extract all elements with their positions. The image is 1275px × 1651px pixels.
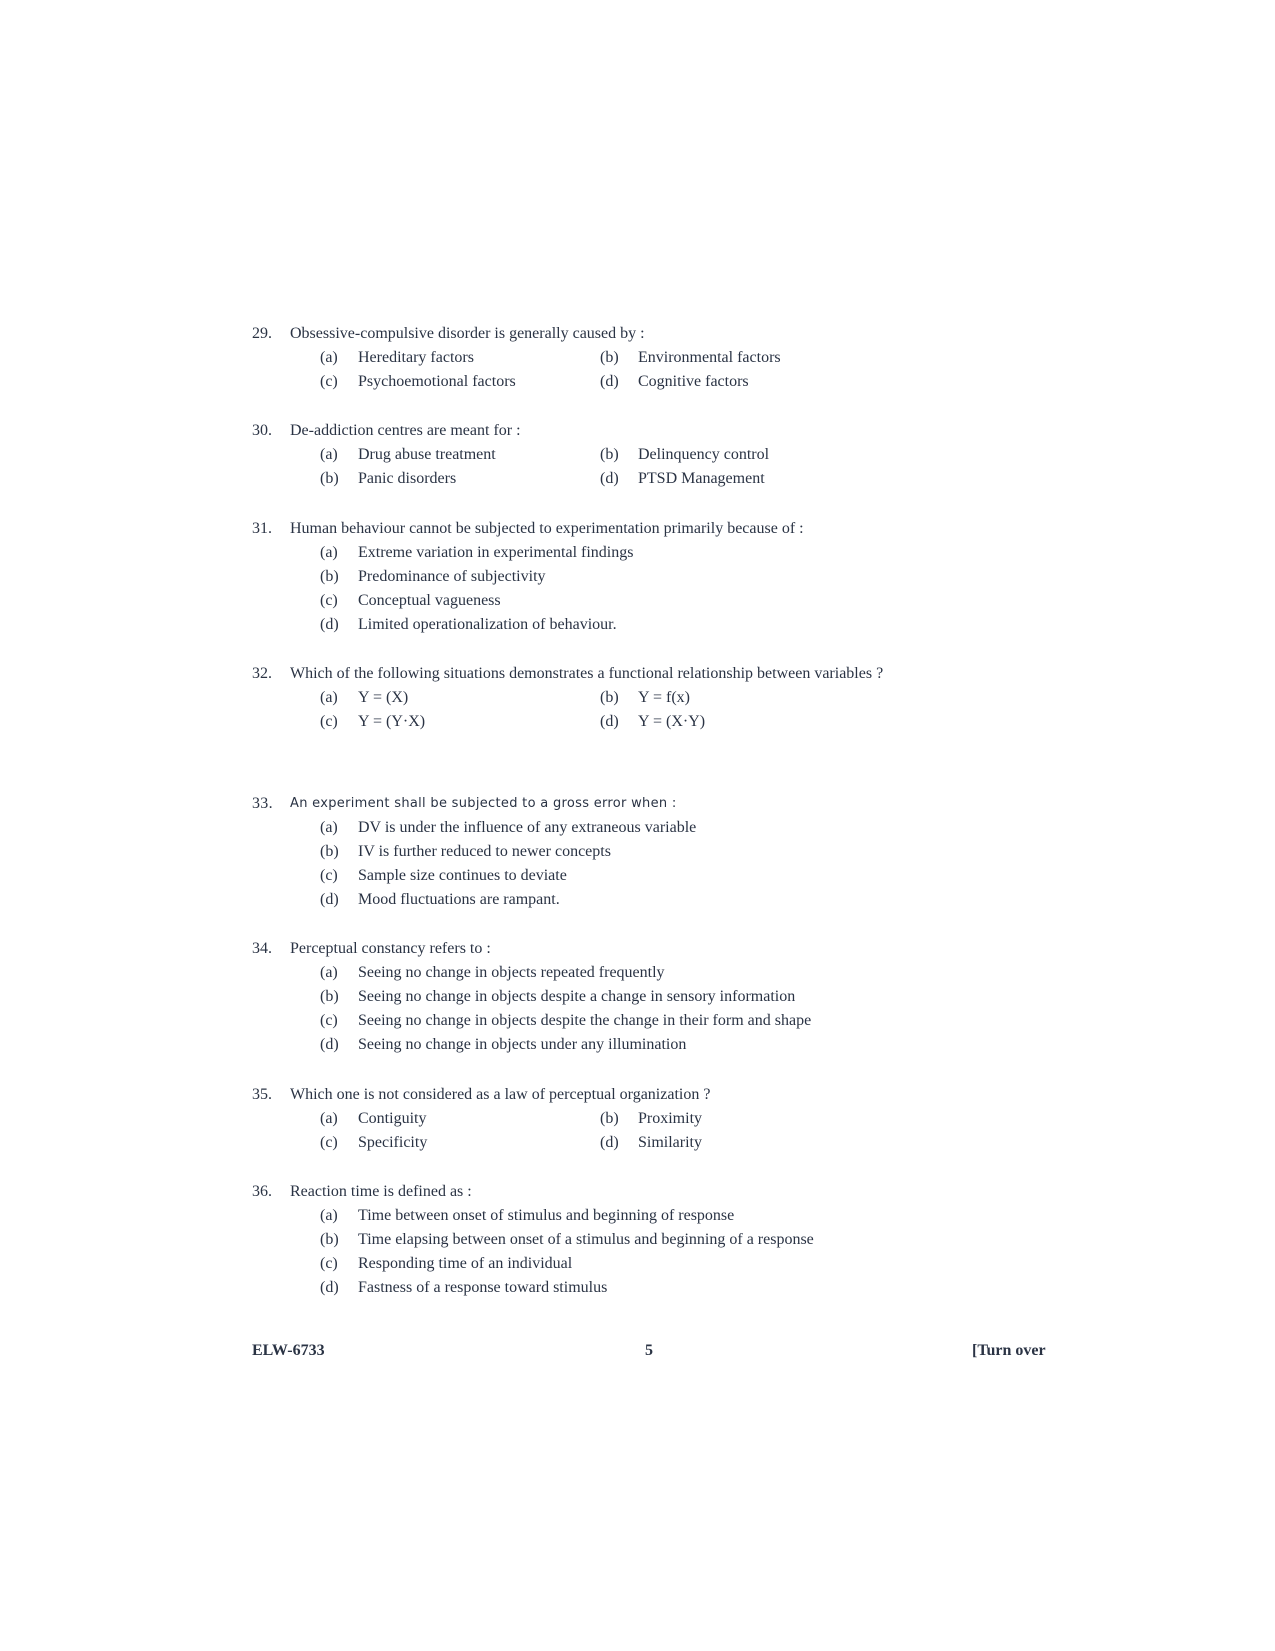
options (320, 816, 1012, 912)
option-label: (d) (320, 891, 339, 908)
option-label: (b) (600, 689, 619, 706)
question-32 (252, 662, 1012, 734)
option-b (600, 346, 900, 370)
option-text: Sample size continues to deviate (358, 867, 567, 884)
option-b (320, 565, 1012, 589)
question-text: An experiment shall be subjected to a gross error when : (290, 796, 677, 811)
question-stem (252, 937, 1012, 961)
question-30 (252, 419, 1012, 491)
option-text: Conceptual vagueness (358, 592, 501, 609)
option-text: IV is further reduced to newer concepts (358, 843, 611, 860)
option-label: (b) (320, 470, 339, 487)
option-text: Delinquency control (638, 446, 770, 463)
option-label: (d) (320, 1279, 339, 1296)
option-c (320, 1252, 1012, 1276)
question-36 (252, 1180, 1012, 1300)
option-c (320, 864, 1012, 888)
question-33 (252, 792, 1012, 912)
option-a (320, 541, 1012, 565)
option-text: Seeing no change in objects repeated frequently (358, 964, 665, 981)
paper-code: ELW-6733 (252, 1342, 325, 1359)
option-text: Seeing no change in objects despite a change in sensory information (358, 988, 796, 1005)
option-text: Cognitive factors (638, 373, 749, 390)
option-label: (b) (320, 1231, 339, 1248)
option-text: Time between onset of stimulus and beginning of response (358, 1207, 735, 1224)
option-label: (a) (320, 819, 338, 836)
options (320, 1107, 1012, 1155)
question-text: Human behaviour cannot be subjected to experimentation primarily because of : (290, 520, 804, 537)
option-d (600, 467, 900, 491)
option-text: Seeing no change in objects under any illumination (358, 1036, 687, 1053)
option-label: (b) (320, 568, 339, 585)
option-d (600, 710, 900, 734)
option-c (320, 467, 600, 491)
question-number: 35. (252, 1086, 272, 1103)
option-text: Hereditary factors (358, 349, 474, 366)
question-number: 36. (252, 1183, 272, 1200)
option-label: (a) (320, 964, 338, 981)
option-text: Specificity (358, 1134, 428, 1151)
question-stem (252, 1180, 1012, 1204)
question-stem (252, 1083, 1012, 1107)
option-label: (a) (320, 689, 338, 706)
question-stem (252, 322, 1012, 346)
option-text: DV is under the influence of any extraneous variable (358, 819, 697, 836)
option-label: (a) (320, 446, 338, 463)
option-c (320, 710, 600, 734)
options (320, 346, 1012, 394)
option-b (320, 985, 1012, 1009)
question-text: Perceptual constancy refers to : (290, 940, 491, 957)
question-text: Which of the following situations demonstrates a functional relationship between variables ? (290, 665, 884, 682)
option-text: Responding time of an individual (358, 1255, 573, 1272)
turn-over-label: [Turn over (972, 1342, 1046, 1359)
option-text: Y = (Y·X) (358, 713, 426, 730)
question-stem (252, 792, 1012, 816)
option-label: (a) (320, 1207, 338, 1224)
option-text: Contiguity (358, 1110, 427, 1127)
option-text: Extreme variation in experimental findings (358, 544, 634, 561)
option-label: (d) (600, 470, 619, 487)
question-text: De-addiction centres are meant for : (290, 422, 521, 439)
option-a (320, 1204, 1012, 1228)
option-c (320, 370, 600, 394)
option-b (600, 1107, 900, 1131)
question-text: Which one is not considered as a law of perceptual organization ? (290, 1086, 711, 1103)
option-label: (c) (320, 1255, 338, 1272)
option-d (320, 613, 1012, 637)
option-text: Seeing no change in objects despite the change in their form and shape (358, 1012, 812, 1029)
question-29 (252, 322, 1012, 394)
option-label: (d) (600, 1134, 619, 1151)
option-label: (d) (320, 616, 339, 633)
options (320, 1204, 1012, 1300)
option-d (320, 1276, 1012, 1300)
option-text: Y = (X) (358, 689, 409, 706)
option-d (320, 888, 1012, 912)
option-text: Y = (X·Y) (638, 713, 706, 730)
option-b (600, 686, 900, 710)
question-35 (252, 1083, 1012, 1155)
option-label: (a) (320, 1110, 338, 1127)
option-c (320, 1009, 1012, 1033)
question-number: 29. (252, 325, 272, 342)
question-number: 34. (252, 940, 272, 957)
option-label: (b) (600, 349, 619, 366)
options (320, 443, 1012, 491)
option-b (600, 443, 900, 467)
option-label: (b) (600, 446, 619, 463)
option-b (320, 840, 1012, 864)
question-34 (252, 937, 1012, 1057)
option-label: (d) (320, 1036, 339, 1053)
option-text: Drug abuse treatment (358, 446, 496, 463)
question-number: 31. (252, 520, 272, 537)
question-text: Reaction time is defined as : (290, 1183, 472, 1200)
option-text: Proximity (638, 1110, 703, 1127)
question-number: 33. (252, 795, 273, 812)
option-label: (c) (320, 373, 338, 390)
option-text: Mood fluctuations are rampant. (358, 891, 560, 908)
option-c (320, 589, 1012, 613)
option-label: (c) (320, 592, 338, 609)
option-text: Panic disorders (358, 470, 457, 487)
option-text: Y = f(x) (638, 689, 690, 706)
question-number: 32. (252, 665, 272, 682)
option-c (320, 1131, 600, 1155)
option-a (320, 961, 1012, 985)
option-a (320, 1107, 600, 1131)
option-text: PTSD Management (638, 470, 765, 487)
option-a (320, 816, 1012, 840)
option-text: Psychoemotional factors (358, 373, 516, 390)
option-a (320, 443, 600, 467)
option-label: (b) (320, 843, 339, 860)
option-a (320, 346, 600, 370)
options (320, 686, 1012, 734)
question-number: 30. (252, 422, 272, 439)
page-number: 5 (645, 1342, 653, 1359)
option-text: Fastness of a response toward stimulus (358, 1279, 608, 1296)
option-d (600, 1131, 900, 1155)
option-label: (a) (320, 349, 338, 366)
question-31 (252, 517, 1012, 637)
option-label: (d) (600, 373, 619, 390)
option-a (320, 686, 600, 710)
options (320, 961, 1012, 1057)
option-label: (c) (320, 1134, 338, 1151)
option-text: Time elapsing between onset of a stimulus and beginning of a response (358, 1231, 814, 1248)
option-label: (c) (320, 713, 338, 730)
option-label: (a) (320, 544, 338, 561)
question-stem (252, 662, 890, 686)
option-d (320, 1033, 1012, 1057)
question-text: Obsessive-compulsive disorder is generally caused by : (290, 325, 645, 342)
option-label: (b) (600, 1110, 619, 1127)
option-text: Predominance of subjectivity (358, 568, 546, 585)
question-stem (252, 517, 1012, 541)
option-label: (d) (600, 713, 619, 730)
options (320, 541, 1012, 637)
question-stem (252, 419, 1012, 443)
option-label: (c) (320, 1012, 338, 1029)
option-b (320, 1228, 1012, 1252)
option-label: (c) (320, 867, 338, 884)
option-text: Similarity (638, 1134, 702, 1151)
option-text: Environmental factors (638, 349, 781, 366)
option-text: Limited operationalization of behaviour. (358, 616, 617, 633)
option-d (600, 370, 900, 394)
option-label: (b) (320, 988, 339, 1005)
